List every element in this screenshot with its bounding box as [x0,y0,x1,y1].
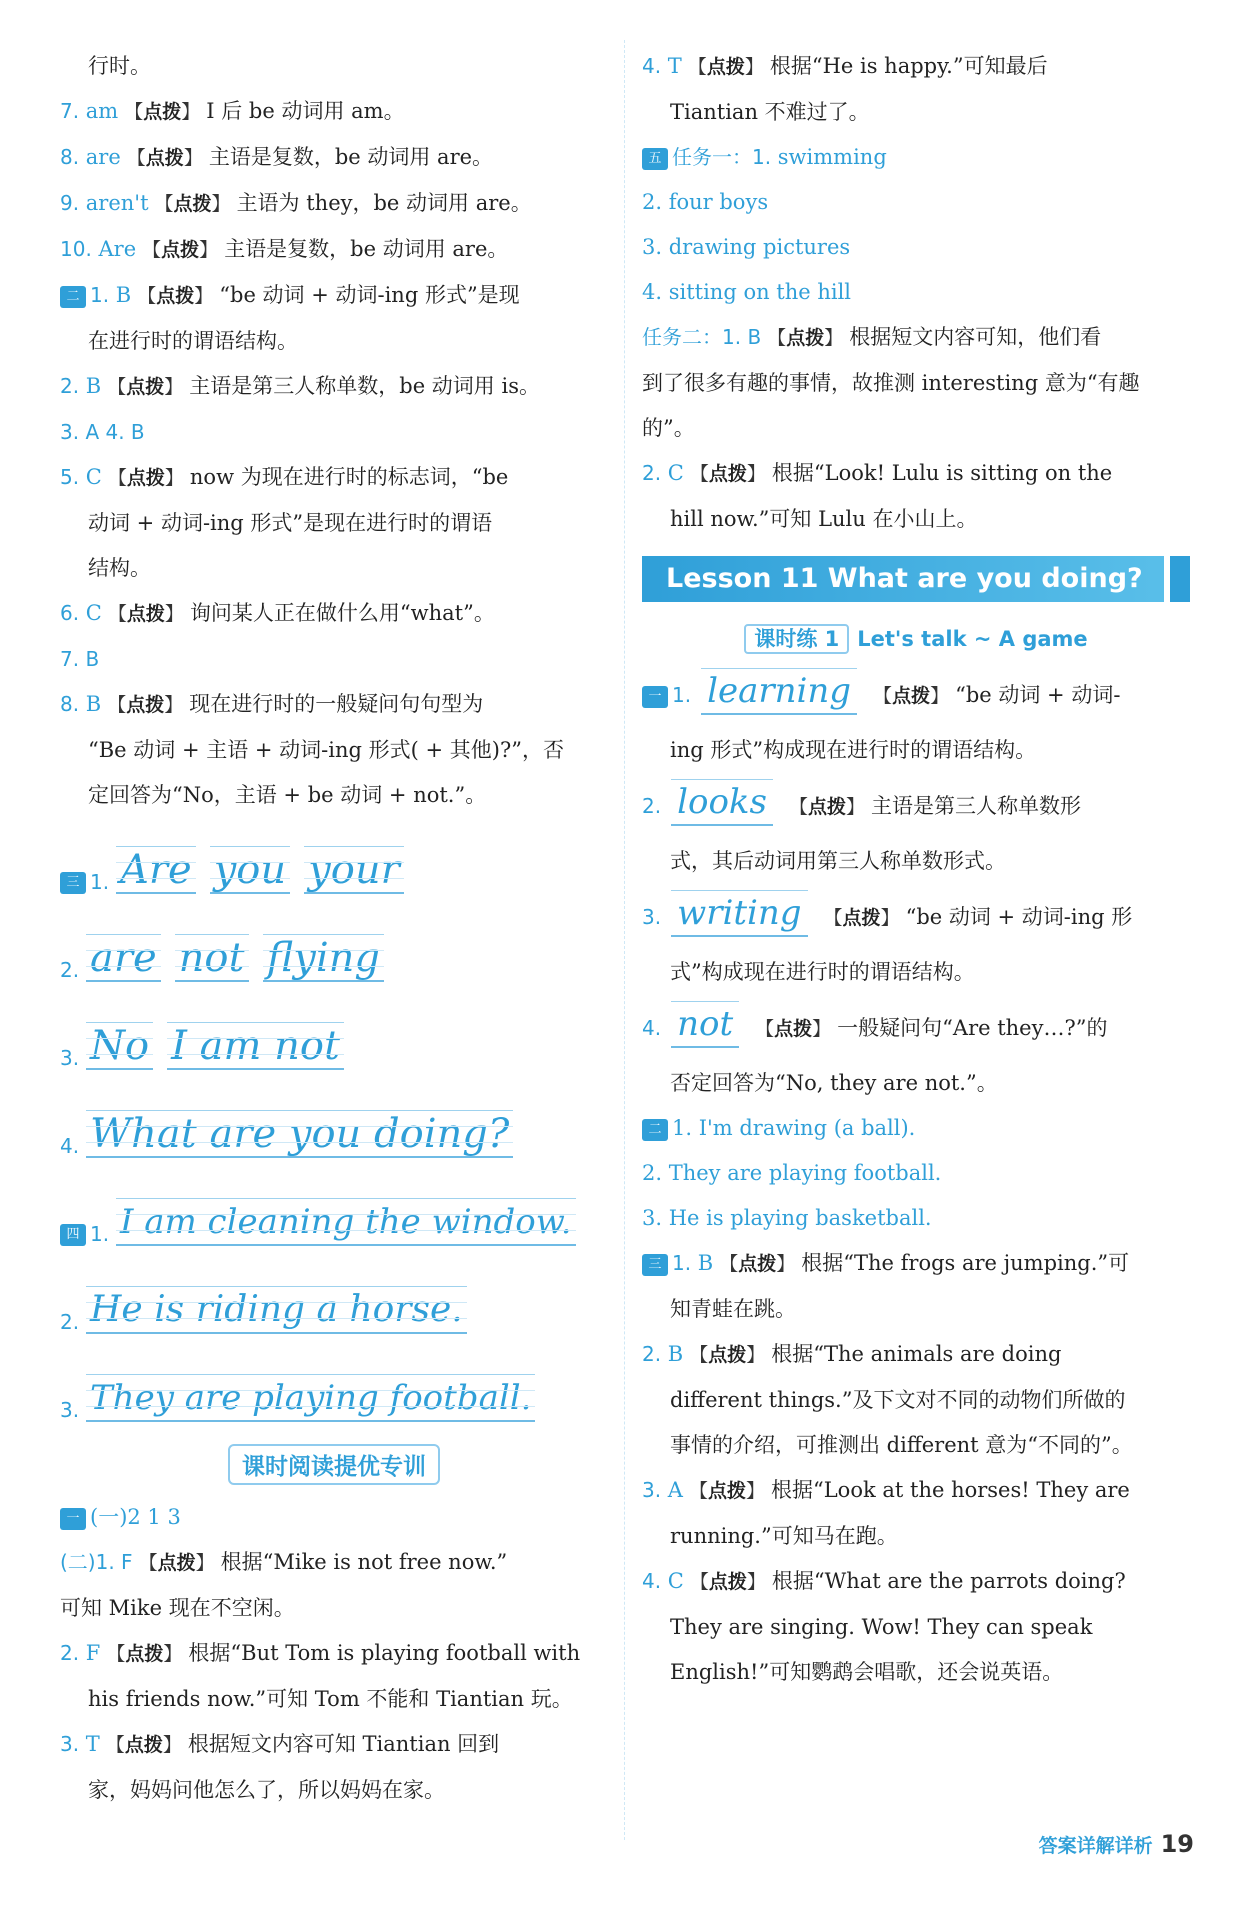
handwriting-row: 3. No I am not [60,994,608,1082]
footer-label: 答案详解详析 [1038,1835,1153,1857]
answer-item: 3. A 4. B [60,420,145,444]
answer-item: 2. They are playing football. [642,1161,942,1185]
text-line: his friends now.”可知 Tom 不能和 Tiantian 玩。 [88,1687,573,1711]
answer-item: 4. not 【点拨】 一般疑问句“Are they…?”的 [642,995,1190,1061]
item-number: 10. [60,237,92,261]
explanation: 主语是复数，be 动词用 are。 [208,145,494,169]
item-number: 6. [60,601,80,625]
text-line: 动词 + 动词-ing 形式”是现在进行时的谓语 [88,511,493,535]
text-line: 行时。 [88,54,151,78]
section-badge: 三 [60,872,86,894]
answer: B [85,374,102,398]
answer-item [60,135,608,181]
right-column [642,44,1190,1695]
item-number: 8. [60,692,80,716]
text-line: 式，其后动词用第三人称单数形式。 [670,849,1006,873]
explanation: 主语是第三人称单数，be 动词用 is。 [189,374,540,398]
handwritten-answer: writing [671,890,807,937]
section-badge: 一 [60,1508,86,1530]
explanation: I 后 be 动词用 am。 [206,99,405,123]
section-badge: 二 [60,286,86,308]
tip-tag: 【点拨】 [137,285,214,307]
tip-tag: 【点拨】 [107,467,184,489]
handwritten-answer: looks [671,779,773,826]
answer: B [85,692,102,716]
tip-tag: 【点拨】 [767,327,844,349]
answer-item [60,591,608,637]
handwritten-answer: are [86,934,161,982]
answer-item [60,227,608,273]
handwritten-answer: you [210,846,290,894]
handwritten-answer: I am cleaning the window. [116,1198,576,1246]
answer-item: 4. T 【点拨】 根据“He is happy.”可知最后 [642,54,1048,78]
handwritten-answer: No [86,1022,153,1070]
section-badge: 三 [642,1254,668,1276]
section-heading: 课时阅读提优专训 [60,1444,608,1485]
page-footer [1039,1830,1194,1858]
handwriting-row: 4. What are you doing? [60,1082,608,1170]
text-line: 知青蛙在跳。 [670,1297,796,1321]
text-line: 的”。 [642,416,695,440]
left-column [60,44,608,1813]
lesson-banner: Lesson 11 What are you doing? [642,556,1190,602]
handwriting-row: 3. They are playing football. [60,1346,608,1434]
handwriting-row: 2. He is riding a horse. [60,1258,608,1346]
answer-item: 3. He is playing basketball. [642,1206,932,1230]
explanation: 询问某人正在做什么用“what”。 [189,601,495,625]
answer: B [115,283,132,307]
tip-tag: 【点拨】 [755,1018,832,1040]
section-badge: 四 [60,1224,86,1246]
handwriting-row: 四 1. I am cleaning the window. [60,1170,608,1258]
item-number: 2. [60,374,80,398]
tip-tag: 【点拨】 [106,1643,183,1665]
handwritten-answer: I am not [167,1022,344,1070]
lesson-subheading: 课时练 1 Let's talk ~ A game [642,616,1190,662]
answer-item: 3. T 【点拨】 根据短文内容可知 Tiantian 回到 [60,1732,500,1756]
tip-tag: 【点拨】 [788,796,866,818]
tip-tag: 【点拨】 [138,1552,215,1574]
answer-item: 4. C 【点拨】 根据“What are the parrots doing? [642,1569,1126,1593]
item-number: 7. [60,99,80,123]
answer-item [60,364,608,410]
answer-item [60,89,608,135]
explanation: 主语是复数，be 动词用 are。 [224,237,509,261]
handwriting-row: 三 1. Are you your [60,818,608,906]
text-line: 可知 Mike 现在不空闲。 [60,1596,295,1620]
text-line: 在进行时的谓语结构。 [88,329,298,353]
tip-tag: 【点拨】 [107,603,184,625]
tip-tag: 【点拨】 [823,907,900,929]
text-line: “Be 动词 + 主语 + 动词-ing 形式( + 其他)?”，否 [88,738,564,762]
answer-item: 3. writing 【点拨】 “be 动词 + 动词-ing 形 [642,884,1190,950]
tip-tag: 【点拨】 [719,1253,796,1275]
text-line: They are singing. Wow! They can speak [670,1615,1093,1639]
answer-item: (二)1. F 【点拨】 根据“Mike is not free now.” [60,1550,508,1574]
tip-tag: 【点拨】 [689,1344,766,1366]
handwritten-answer: your [304,846,404,894]
handwritten-answer: They are playing football. [86,1374,535,1422]
explanation: 主语为 they，be 动词用 are。 [236,191,532,215]
column-divider [624,40,625,1840]
tip-tag: 【点拨】 [689,1571,766,1593]
tip-tag: 【点拨】 [142,239,219,261]
explanation: 现在进行时的一般疑问句句型为 [189,692,484,716]
text-line: 式”构成现在进行时的谓语结构。 [670,960,975,984]
tip-tag: 【点拨】 [126,147,203,169]
item-number: 5. [60,465,80,489]
handwritten-answer: learning [701,668,857,715]
answer-item: 3. drawing pictures [642,235,851,259]
answer-item: 2. F 【点拨】 根据“But Tom is playing football with [60,1641,581,1665]
tip-tag: 【点拨】 [687,56,764,78]
answer: am [85,99,119,123]
tip-tag: 【点拨】 [124,101,201,123]
answer-item: 7. B [60,647,100,671]
tip-tag: 【点拨】 [689,463,766,485]
text-line: hill now.”可知 Lulu 在小山上。 [670,507,978,531]
text-line: 否定回答为“No, they are not.”。 [670,1071,998,1095]
handwritten-answer: not [175,934,249,982]
answer-item: 4. sitting on the hill [642,280,852,304]
answer-item: 二 1. I'm drawing (a ball). [642,1106,1190,1151]
section-badge: 五 [642,148,668,170]
tip-tag: 【点拨】 [688,1480,765,1502]
text-line: Tiantian 不难过了。 [670,100,870,124]
text-line: ing 形式”构成现在进行时的谓语结构。 [670,738,1037,762]
answer: aren't [85,191,149,215]
answer-item [60,181,608,227]
section-badge: 一 [642,686,668,708]
page-number: 19 [1160,1830,1194,1858]
answer-item: 一 1. learning 【点拨】 “be 动词 + 动词- [642,662,1190,728]
handwritten-answer: Are [116,846,196,894]
answer-item [60,455,608,501]
answer: are [85,145,121,169]
item-number: 8. [60,145,80,169]
answer-item: 2. four boys [642,190,769,214]
text-line: different things.”及下文对不同的动物们所做的 [670,1388,1126,1412]
explanation: “be 动词 + 动词-ing 形式”是现 [219,283,520,307]
tip-tag: 【点拨】 [873,685,950,707]
handwritten-answer: flying [263,934,384,982]
handwritten-answer: not [671,1001,739,1048]
answer-item: 五 任务一：1. swimming [642,135,1190,180]
answer-item: 三 1. B 【点拨】 根据“The frogs are jumping.”可 [642,1241,1190,1287]
answer-item [60,273,608,319]
tip-tag: 【点拨】 [107,376,184,398]
text-line: 到了很多有趣的事情，故推测 interesting 意为“有趣 [642,371,1140,395]
item-number: 1. [90,283,110,307]
item-number: 9. [60,191,80,215]
handwriting-row: 2. are not flying [60,906,608,994]
tip-tag: 【点拨】 [107,694,184,716]
answer: C [85,601,102,625]
answer: Are [98,237,137,261]
answer-item: 2. B 【点拨】 根据“The animals are doing [642,1342,1062,1366]
section-badge: 二 [642,1119,668,1141]
handwritten-answer: He is riding a horse. [86,1286,467,1334]
explanation: now 为现在进行时的标志词，“be [189,465,509,489]
answer-item [60,682,608,728]
answer-item: 2. looks 【点拨】 主语是第三人称单数形 [642,773,1190,839]
answer-item: 任务二：1. B 【点拨】 根据短文内容可知，他们看 [642,325,1102,349]
tip-tag: 【点拨】 [154,193,231,215]
answer-item: 3. A 【点拨】 根据“Look at the horses! They are [642,1478,1130,1502]
text-line: 定回答为“No，主语 + be 动词 + not.”。 [88,783,487,807]
text-line: 家，妈妈问他怎么了，所以妈妈在家。 [88,1778,445,1802]
text-line: 事情的介绍，可推测出 different 意为“不同的”。 [670,1433,1133,1457]
answer-item: 一 (一)2 1 3 [60,1495,608,1540]
answer: C [85,465,102,489]
tip-tag: 【点拨】 [105,1734,182,1756]
text-line: English!”可知鹦鹉会唱歌，还会说英语。 [670,1660,1064,1684]
handwritten-answer: What are you doing? [86,1110,513,1158]
text-line: running.”可知马在跑。 [670,1524,898,1548]
text-line: 结构。 [88,556,151,580]
answer-item: 2. C 【点拨】 根据“Look! Lulu is sitting on the [642,461,1113,485]
